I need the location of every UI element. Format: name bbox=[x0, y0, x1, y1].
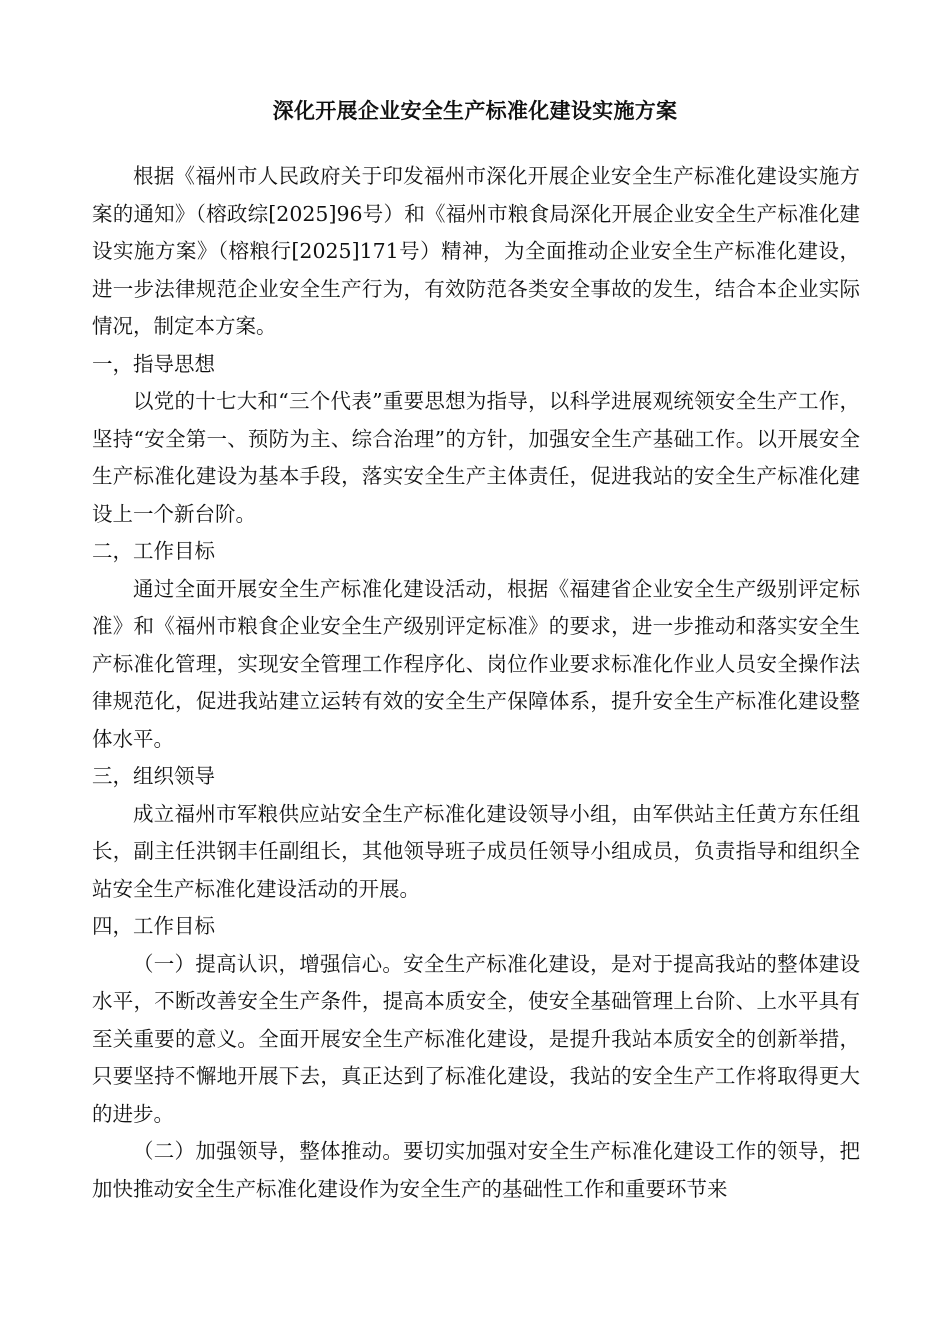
paragraph-intro: 根据《福州市人民政府关于印发福州市深化开展企业安全生产标准化建设实施方案的通知》（榕政综[2025]96号）和《福州市粮食局深化开展企业安全生产标准化建设实施方案》（榕粮行[2025]171号）精神，为全面推动企业安全生产标准化建设，进一步法律规范企业安全生产行为，有效防范各类安全事故的发生，结合本企业实际情况，制定本方案。 bbox=[92, 164, 860, 338]
heading-work-goals-2: 四，工作目标 bbox=[92, 914, 215, 938]
heading-organization: 三，组织领导 bbox=[92, 764, 215, 788]
paragraph-guiding-ideology: 以党的十七大和“三个代表”重要思想为指导，以科学进展观统领安全生产工作，坚持“安全第一、预防为主、综合治理”的方针，加强安全生产基础工作。以开展安全生产标准化建设为基本手段，落实安全生产主体责任，促进我站的安全生产标准化建设上一个新台阶。 bbox=[92, 389, 860, 526]
document-title: 深化开展企业安全生产标准化建设实施方案 bbox=[272, 99, 678, 123]
paragraph-item-1: （一）提高认识，增强信心。安全生产标准化建设，是对于提高我站的整体建设水平，不断改善安全生产条件，提高本质安全，使安全基础管理上台阶、上水平具有至关重要的意义。全面开展安全生产标准化建设，是提升我站本质安全的创新举措，只要坚持不懈地开展下去，真正达到了标准化建设，我站的安全生产工作将取得更大的进步。 bbox=[92, 951, 860, 1126]
document-body bbox=[92, 158, 860, 1208]
heading-work-goals: 二，工作目标 bbox=[92, 539, 215, 563]
paragraph-organization: 成立福州市军粮供应站安全生产标准化建设领导小组，由军供站主任黄方东任组长，副主任洪钢丰任副组长，其他领导班子成员任领导小组成员，负责指导和组织全站安全生产标准化建设活动的开展。 bbox=[92, 801, 860, 901]
paragraph-work-goals: 通过全面开展安全生产标准化建设活动，根据《福建省企业安全生产级别评定标准》和《福州市粮食企业安全生产级别评定标准》的要求，进一步推动和落实安全生产标准化管理，实现安全管理工作程序化、岗位作业要求标准化作业人员安全操作法律规范化，促进我站建立运转有效的安全生产保障体系，提升安全生产标准化建设整体水平。 bbox=[92, 576, 860, 751]
paragraph-item-2: （二）加强领导，整体推动。要切实加强对安全生产标准化建设工作的领导，把加快推动安全生产标准化建设作为安全生产的基础性工作和重要环节来 bbox=[92, 1139, 860, 1201]
heading-guiding-ideology: 一，指导思想 bbox=[92, 351, 215, 376]
